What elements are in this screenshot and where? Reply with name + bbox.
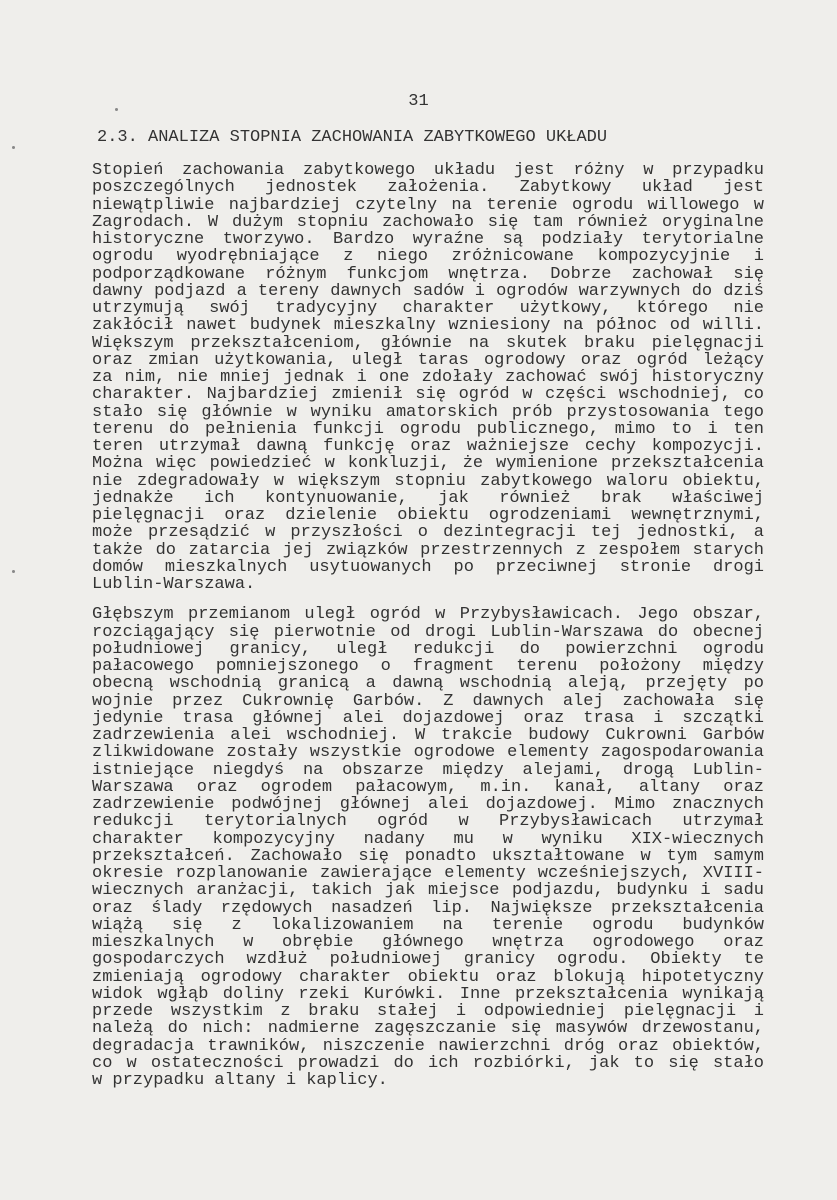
text-line: domów mieszkalnych usytuowanych po przeciwnej stronie drogi [92,557,764,577]
text-line: utrzymują swój tradycyjny charakter użytkowy, którego nie [92,299,764,318]
text-line: wojnie przez Cukrownię Garbów. Z dawnych alej zachowała się [92,691,764,711]
text-line: wiążą się z lokalizowaniem na terenie ogrodu budynków [92,915,764,935]
text-line: Można więc powiedzieć w konkluzji, że wymienione przekształcenia [92,454,764,474]
text-line: teren utrzymał dawną funkcję oraz ważniejsze cechy kompozycji. [92,437,764,456]
text-line: wiecznych aranżacji, takich jak miejsce podjazdu, budynku i sadu [92,881,764,901]
text-line: podporządkowane różnym funkcjom wnętrza. Dobrze zachował się [92,264,764,284]
text-line: terenu do pełnienia funkcji ogrodu publicznego, mimo to i ten [92,419,764,439]
text-line: należą do nich: nadmierne zagęszczanie się masywów drzewostanu, [92,1019,764,1039]
text-line: Większym przekształceniom, głównie na skutek braku pielęgnacji [92,333,764,353]
scan-speck [12,570,15,573]
text-line: zakłócił nawet budynek mieszkalny wzniesiony na północ od willi. [92,316,764,336]
text-line: jedynie trasa głównej alei dojazdowej oraz trasa i szczątki [92,708,764,728]
text-line: zadrzewienia alei wschodniej. W trakcie budowy Cukrowni Garbów [92,726,764,745]
text-line: oraz zmian użytkowania, uległ taras ogrodowy oraz ogród leżący [92,350,764,370]
text-line: degradacja trawników, niszczenie nawierzchni dróg oraz obiektów, [92,1036,764,1056]
paragraph-2 [92,606,764,1089]
text-line: także do zatarcia jej związków przestrzennych z zespołem starych [92,540,764,560]
text-line: obecną wschodnią granicą a dawną wschodnią aleją, przejęty po [92,674,764,694]
text-line: stało się głównie w wyniku amatorskich prób przystosowania tego [92,402,764,422]
text-line: historyczne tworzywo. Bardzo wyraźne są podziały terytorialne [92,230,764,249]
text-line: może przesądzić w przyszłości o dezintegracji tej jednostki, a [92,523,764,543]
text-line: widok wgłąb doliny rzeki Kurówki. Inne przekształcenia wynikają [92,984,764,1004]
text-line: ogrodu wyodrębniające z niego zróżnicowane kompozycyjnie i [92,247,764,267]
text-line: Warszawa oraz ogrodem pałacowym, m.in. kanał, altany oraz [92,777,764,797]
text-line: rozciągający się pierwotnie od drogi Lublin-Warszawa do obecnej [92,622,764,642]
text-line: gospodarczych wzdłuż południowej granicy ogrodu. Obiekty te [92,950,764,970]
text-line: południowej granicy, uległ redukcji do powierzchni ogrodu [92,639,764,659]
text-line: za nim, nie mniej jednak i one zdołały zachować swój historyczny [92,368,764,387]
text-line: nie zdegradowały w większym stopniu zabytkowego waloru obiektu, [92,471,764,491]
text-line: poszczególnych jednostek założenia. Zabytkowy układ jest [92,178,764,198]
text-line: zmieniają ogrodowy charakter obiektu oraz blokują hipotetyczny [92,967,764,987]
text-line: przekształceń. Zachowało się ponadto ukształtowane w tym samym [92,846,764,866]
section-heading: 2.3. ANALIZA STOPNIA ZACHOWANIA ZABYTKOWEGO UKŁADU [97,128,608,147]
text-line: co w ostateczności prowadzi do ich rozbiórki, jak to się stało [92,1053,764,1073]
text-line: zlikwidowane zostały wszystkie ogrodowe elementy zagospodarowania [92,743,764,763]
scan-speck [12,146,15,149]
text-line: redukcji terytorialnych ogród w Przybysławicach utrzymał [92,812,764,832]
body-text [92,162,764,1089]
text-line: Głębszym przemianom uległ ogród w Przybysławicach. Jego obszar, [92,605,764,625]
text-line: przede wszystkim z braku stałej i odpowiedniej pielęgnacji i [92,1002,764,1021]
text-line: niewątpliwie najbardziej czytelny na terenie ogrodu willowego w [92,195,764,215]
page-number: 31 [408,92,429,111]
text-line: zadrzewienie podwójnej głównej alei dojazdowej. Mimo znacznych [92,795,764,814]
text-line: charakter kompozycyjny nadany mu w wyniku XIX-wiecznych [92,829,764,849]
text-line: mieszkalnych w obrębie głównego wnętrza ogrodowego oraz [92,933,764,952]
text-line: okresie rozplanowanie zawierające elementy wcześniejszych, XVIII- [92,864,764,883]
text-line: oraz ślady rzędowych nasadzeń lip. Największe przekształcenia [92,898,764,918]
text-line: istniejące niegdyś na obszarze między alejami, drogą Lublin- [92,760,764,780]
text-line: pałacowego pomniejszonego o fragment terenu położony między [92,657,764,676]
paragraph-1 [92,162,764,593]
text-line: w przypadku altany i kaplicy. [92,1071,388,1090]
text-line: dawny podjazd a tereny dawnych sadów i ogrodów warzywnych do dziś [92,281,764,301]
text-line: charakter. Najbardziej zmienił się ogród w części wschodniej, co [92,385,764,405]
text-line: Zagrodach. W dużym stopniu zachowało się tam również oryginalne [92,212,764,232]
text-line: Stopień zachowania zabytkowego układu jest różny w przypadku [92,161,764,180]
text-line: pielęgnacji oraz dzielenie obiektu ogrodzeniami wewnętrznymi, [92,506,764,525]
text-line: jednakże ich kontynuowanie, jak również brak właściwej [92,488,764,508]
text-line: Lublin-Warszawa. [92,575,256,594]
